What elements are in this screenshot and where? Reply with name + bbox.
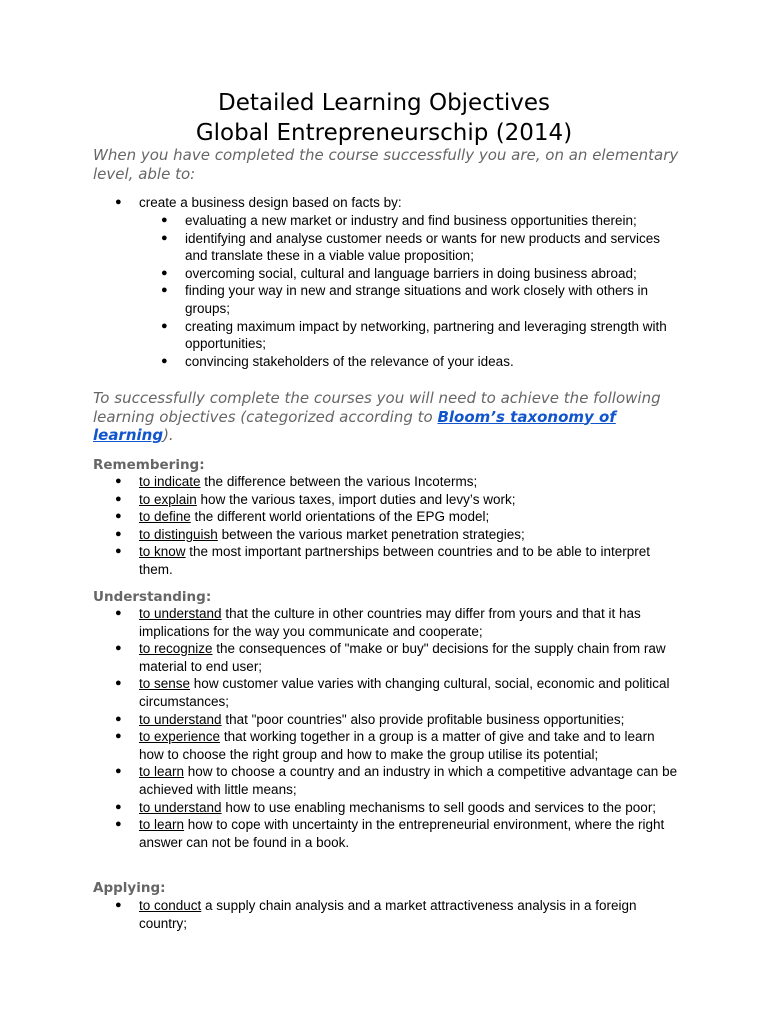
bullet-icon: ●	[115, 545, 122, 558]
objective-verb: to understand	[139, 799, 222, 815]
bullet-icon: ●	[115, 677, 122, 690]
list-item-text: finding your way in new and strange situations and work closely with others in groups;	[185, 283, 648, 316]
section-heading-remembering: Remembering:	[93, 457, 205, 473]
bullet-icon: ●	[115, 765, 122, 778]
list-item-text: create a business design based on facts by:	[139, 195, 402, 210]
list-item	[161, 353, 680, 371]
objective-verb: to understand	[139, 711, 222, 727]
bullet-icon: ●	[115, 475, 122, 487]
objective-text: between the various market penetration strategies;	[217, 526, 525, 542]
list-item	[115, 728, 679, 763]
objective-verb: to explain	[139, 491, 197, 507]
objectives-intro-paragraph	[93, 389, 693, 445]
understanding-list	[115, 605, 679, 851]
bullet-icon: ●	[161, 266, 168, 279]
document-title-line-2: Global Entrepreneurschip (2014)	[195, 120, 573, 146]
objective-verb: to recognize	[139, 641, 213, 657]
objective-text: that the culture in other countries may differ from yours and that it has implications for the way you communicate and cooperate;	[139, 606, 641, 639]
list-item	[115, 799, 679, 817]
objective-text: how the various taxes, import duties and levy’s work;	[196, 491, 516, 507]
main-objective-list	[115, 194, 679, 212]
objective-verb: to know	[139, 544, 186, 560]
objective-verb: to indicate	[139, 474, 201, 489]
list-item	[161, 230, 680, 265]
objective-verb: to conduct	[139, 898, 202, 913]
intro-paragraph: When you have completed the course successfully you are, on an elementary level, able to:	[93, 146, 679, 183]
bullet-icon: ●	[115, 899, 122, 911]
bullet-icon: ●	[161, 354, 168, 367]
list-item-text: creating maximum impact by networking, partnering and leveraging strength with opportunities;	[185, 318, 667, 352]
objective-verb: to distinguish	[139, 526, 218, 542]
bullet-icon: ●	[115, 510, 122, 523]
list-item	[161, 212, 680, 230]
list-item-text: evaluating a new market or industry and find business opportunities therein;	[185, 213, 637, 228]
list-item	[115, 508, 679, 526]
bullet-icon: ●	[115, 492, 122, 505]
list-item	[115, 473, 679, 491]
document-title-line-1: Detailed Learning Objectives	[217, 90, 551, 116]
list-item	[115, 816, 679, 851]
objective-text: how to use enabling mechanisms to sell goods and services to the poor;	[221, 799, 657, 815]
objectives-intro-end: ).	[163, 426, 174, 444]
bullet-icon: ●	[115, 818, 122, 831]
bullet-icon: ●	[115, 642, 122, 655]
list-item	[161, 318, 680, 353]
objective-verb: to experience	[139, 729, 221, 745]
list-item	[115, 543, 679, 578]
list-item	[115, 675, 679, 710]
bullet-icon: ●	[115, 800, 122, 813]
objective-text: the difference between the various Incoterms;	[200, 474, 478, 489]
bullet-icon: ●	[161, 231, 168, 244]
objective-text: a supply chain analysis and a market attractiveness analysis in a foreign country;	[139, 898, 637, 931]
objective-text: how customer value varies with changing cultural, social, economic and political circumstances;	[139, 676, 670, 709]
objective-text: the most important partnerships between countries and to be able to interpret them.	[139, 544, 651, 577]
list-item-text: overcoming social, cultural and language barriers in doing business abroad;	[185, 265, 637, 281]
objectives-intro-text: To successfully complete the courses you will need to achieve the following learning objectives (categorized according to	[93, 389, 661, 426]
list-item-text: identifying and analyse customer needs or wants for new products and services and translate these in a viable value proposition;	[185, 230, 661, 264]
objective-text: the consequences of "make or buy" decisions for the supply chain from raw material to end user;	[139, 641, 666, 674]
bullet-icon: ●	[115, 730, 122, 743]
objective-verb: to define	[139, 509, 191, 525]
list-item	[161, 265, 680, 283]
objective-text: how to choose a country and an industry in which a competitive advantage can be achieved with little means;	[139, 764, 678, 797]
list-item-text: convincing stakeholders of the relevance of your ideas.	[185, 353, 514, 369]
list-item	[115, 897, 679, 932]
bullet-icon: ●	[161, 284, 168, 297]
objective-verb: to learn	[139, 817, 185, 833]
objective-verb: to learn	[139, 764, 185, 780]
bullet-icon: ●	[161, 214, 168, 226]
objective-text: that "poor countries" also provide profitable business opportunities;	[221, 711, 625, 727]
applying-list	[115, 897, 679, 932]
section-heading-applying: Applying:	[93, 880, 166, 896]
list-item	[115, 491, 679, 509]
bullet-icon: ●	[115, 196, 122, 208]
objective-text: that working together in a group is a matter of give and take and to learn how to choose the right group and how to make the group utilise its potential;	[139, 729, 655, 762]
bullet-icon: ●	[115, 527, 122, 540]
list-item	[115, 605, 679, 640]
bullet-icon: ●	[115, 607, 122, 619]
bullet-icon: ●	[161, 319, 168, 332]
list-item	[115, 194, 679, 212]
list-item	[115, 711, 679, 729]
list-item	[115, 526, 679, 544]
list-item	[161, 282, 680, 317]
section-heading-understanding: Understanding:	[93, 589, 212, 605]
list-item	[115, 640, 679, 675]
objective-verb: to sense	[139, 676, 191, 692]
remembering-list	[115, 473, 679, 579]
sub-objective-list	[161, 212, 680, 370]
bullet-icon: ●	[115, 712, 122, 725]
objective-verb: to understand	[139, 606, 222, 621]
objective-text: how to cope with uncertainty in the entrepreneurial environment, where the right answer can not be found in a book.	[139, 817, 665, 850]
list-item	[115, 763, 679, 798]
blooms-taxonomy-link[interactable]: Bloom’s taxonomy of learning	[93, 407, 616, 444]
objective-text: the different world orientations of the EPG model;	[190, 509, 490, 525]
